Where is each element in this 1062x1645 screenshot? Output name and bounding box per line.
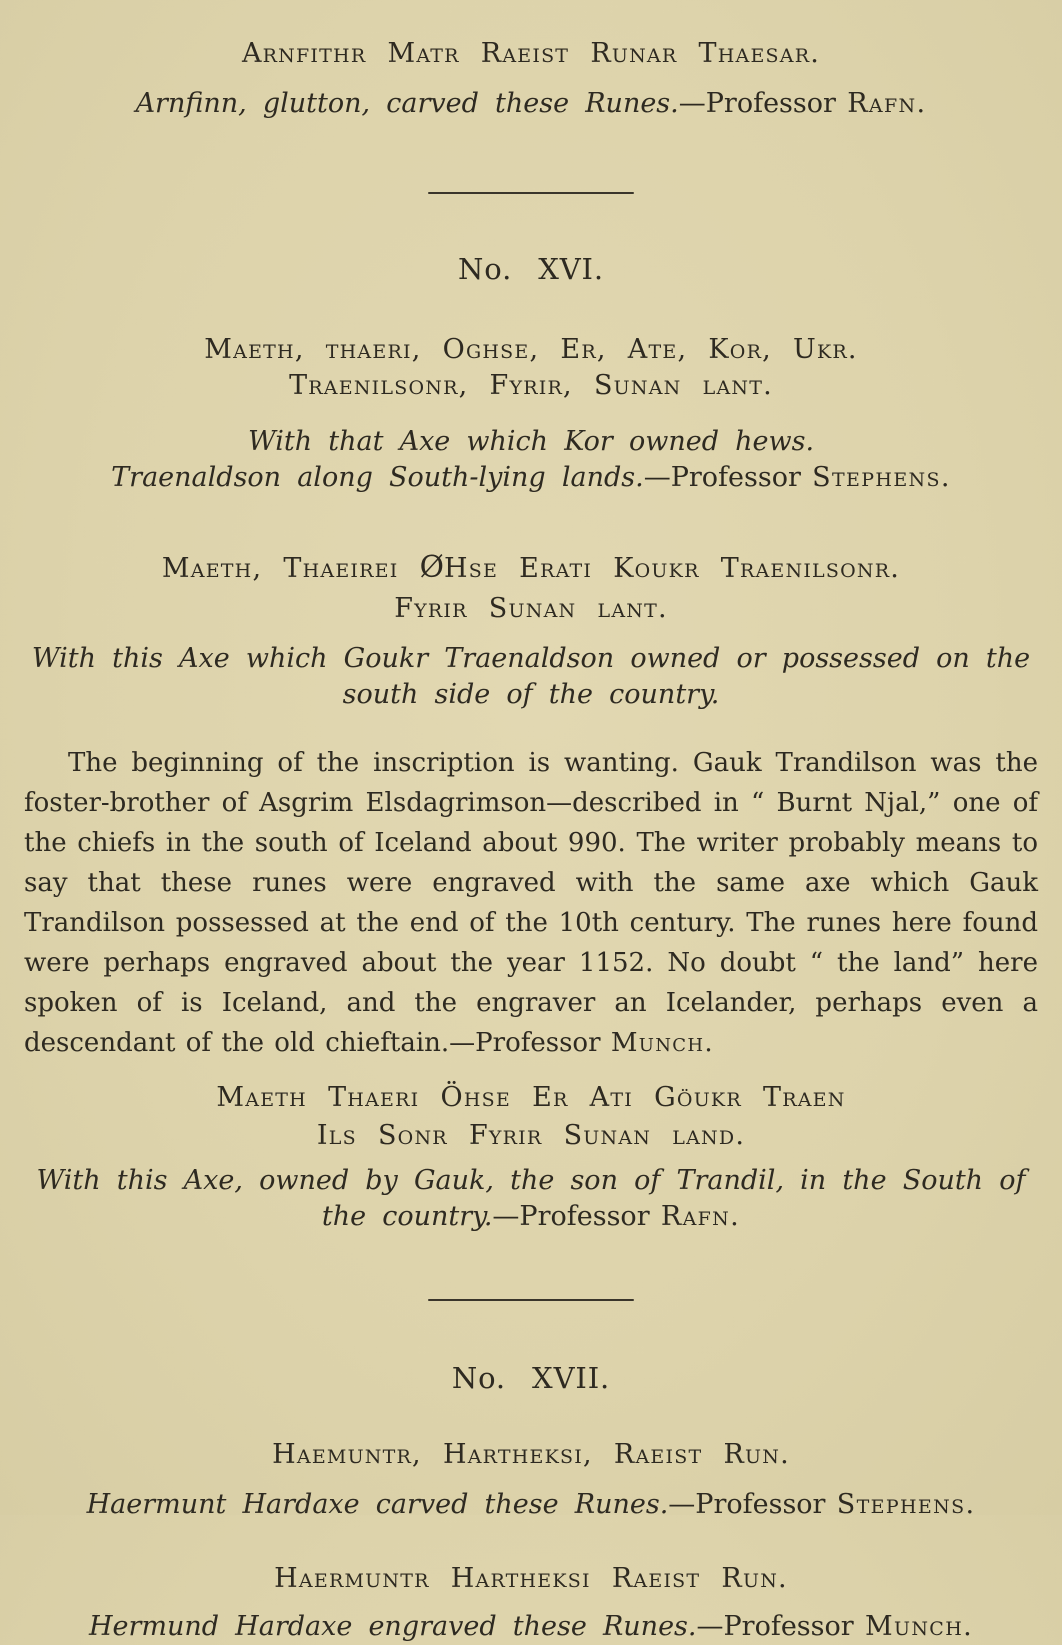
- translation-text: Traenaldson along South-lying lands.: [111, 462, 644, 493]
- section-divider: [428, 192, 634, 194]
- commentary-text: The beginning of the inscription is wanting. Gauk Trandilson was the foster-brother of Asgrim Elsdagrimson—described in “ Burnt Njal,” one of the chiefs in the south of Iceland about 990. The writer probably means to say that these runes were engraved with the same axe which Gauk Trandilson possessed at the end of the 10th century. The runes here found were perhaps engraved about the year 1152. No doubt “ the land” here spoken of is Iceland, and the engraver an Icelander, perhaps even a descendant of the old chieftain.—Professor: [24, 748, 1038, 1058]
- section-divider: [428, 1299, 634, 1301]
- runic-line: Maeth Thaeri Öhse Er Ati Göukr Traen: [216, 1082, 846, 1113]
- attribution-professor: —Professor: [668, 1489, 837, 1520]
- attribution-professor: —Professor: [696, 1611, 865, 1642]
- professor-name-rafn: Rafn.: [660, 1201, 741, 1232]
- translation-text: With this Axe, owned by Gauk, the son of Trandil, in the South of the country.: [36, 1165, 1026, 1232]
- translation-stephens: [24, 424, 1038, 496]
- theta-rune-glyph: Ø: [419, 550, 444, 585]
- translation-goukr: With this Axe which Goukr Traenaldson owned or possessed on the south side of the country.: [31, 643, 1031, 710]
- attribution-professor: —Professor: [643, 462, 813, 493]
- attribution-professor: —Professor: [678, 88, 848, 119]
- runic-text: Maeth, Thaeirei: [161, 553, 420, 584]
- professor-name-munch: Munch.: [610, 1028, 714, 1058]
- translation-arnfinn: [24, 86, 1038, 122]
- translation-text: Haermunt Hardaxe carved these Runes.: [86, 1489, 669, 1520]
- translation-trandil: [24, 1163, 1038, 1235]
- runic-line: Fyrir Sunan lant.: [394, 593, 668, 624]
- translation-haermunt: [24, 1487, 1038, 1523]
- runic-reading-stephens: [24, 332, 1038, 404]
- professor-name-munch: Munch.: [864, 1611, 974, 1642]
- professor-name-rafn: Rafn.: [847, 88, 927, 119]
- attribution-professor: —Professor: [492, 1201, 661, 1232]
- runic-text: Hse Erati Koukr Traenilsonr.: [443, 553, 901, 584]
- runic-line: Traenilsonr, Fyrir, Sunan lant.: [289, 370, 773, 401]
- translation-text: Arnfinn, glutton, carved these Runes.: [135, 88, 679, 119]
- runic-line: Ils Sonr Fyrir Sunan land.: [316, 1120, 746, 1151]
- runic-inscription-arnfithr: Arnfithr Matr Raeist Runar Thaesar.: [241, 38, 821, 69]
- runic-line: Maeth, thaeri, Oghse, Er, Ate, Kor, Ukr.: [204, 334, 858, 365]
- commentary-paragraph: [24, 743, 1038, 1063]
- translation-hermund: [24, 1609, 1038, 1645]
- runic-reading-haermuntr: Haermuntr Hartheksi Raeist Run.: [274, 1563, 788, 1594]
- runic-reading-rafn: [24, 1079, 1038, 1155]
- runic-line: [24, 546, 1038, 591]
- professor-name-stephens: Stephens.: [812, 462, 951, 493]
- runic-reading-haemuntr: Haemuntr, Hartheksi, Raeist Run.: [272, 1439, 790, 1470]
- section-heading-xvi: No. XVI.: [458, 252, 604, 286]
- translation-line: [24, 460, 1038, 496]
- runic-reading-koukr: [24, 546, 1038, 627]
- section-heading-xvii: No. XVII.: [451, 1361, 611, 1395]
- professor-name-stephens: Stephens.: [836, 1489, 976, 1520]
- translation-text: Hermund Hardaxe engraved these Runes.: [88, 1611, 697, 1642]
- translation-line: With that Axe which Kor owned hews.: [247, 426, 815, 457]
